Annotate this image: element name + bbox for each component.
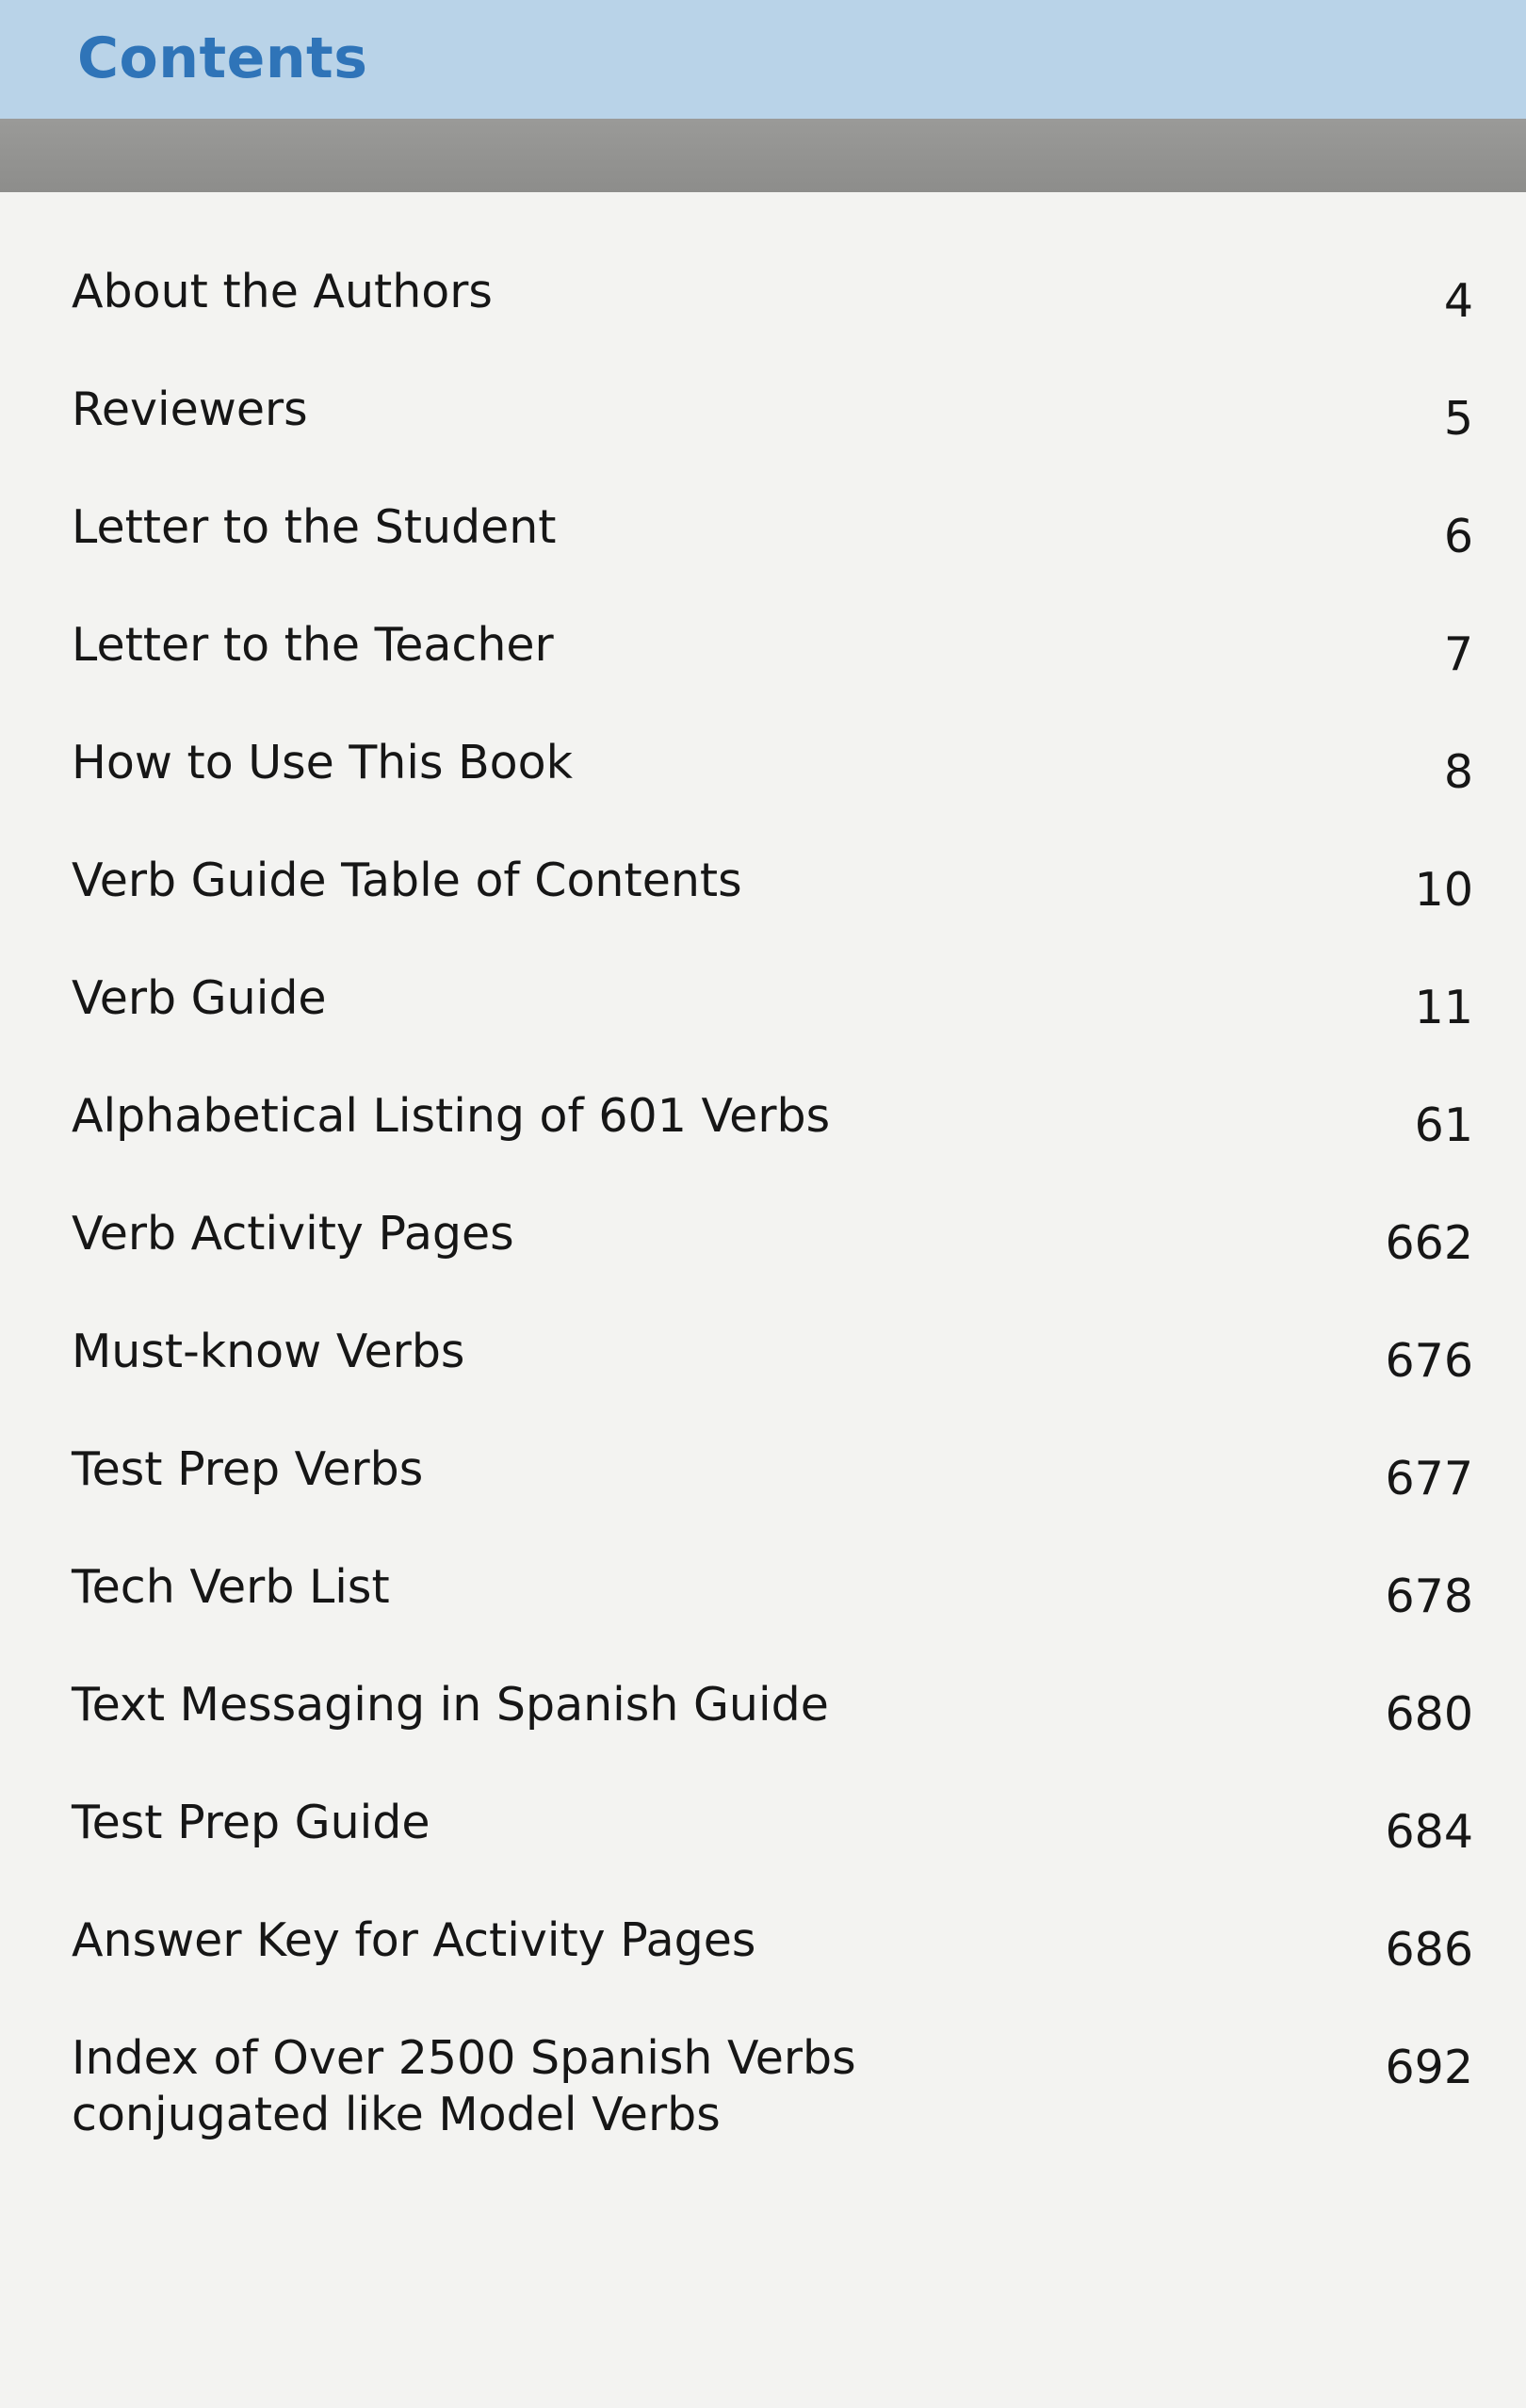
toc-entry-title-line2: conjugated like Model Verbs bbox=[72, 2088, 721, 2141]
toc-entry-title-line1: Index of Over 2500 Spanish Verbs bbox=[72, 2031, 856, 2085]
toc-entry[interactable] bbox=[72, 1912, 1473, 2007]
toc-entry-page: 684 bbox=[1385, 1805, 1473, 1859]
toc-entry-title: Letter to the Student bbox=[72, 500, 557, 554]
toc-entry-title: Tech Verb List bbox=[72, 1560, 390, 1614]
toc-entry[interactable] bbox=[72, 1206, 1473, 1300]
toc-entry[interactable] bbox=[72, 1795, 1473, 1889]
toc-entry-title: Reviewers bbox=[72, 382, 308, 436]
toc-entry[interactable] bbox=[72, 735, 1473, 829]
toc-entry-page: 662 bbox=[1385, 1216, 1473, 1270]
toc-entry[interactable] bbox=[72, 617, 1473, 711]
toc-entry[interactable] bbox=[72, 499, 1473, 594]
toc-entry-title: How to Use This Book bbox=[72, 736, 574, 789]
toc-entry-page: 676 bbox=[1385, 1334, 1473, 1388]
toc-entry-page: 7 bbox=[1443, 627, 1473, 681]
toc-entry-page: 61 bbox=[1414, 1098, 1473, 1152]
toc-entry[interactable] bbox=[72, 1324, 1473, 1418]
toc-entry[interactable] bbox=[72, 382, 1473, 476]
toc-entry[interactable] bbox=[72, 1677, 1473, 1771]
toc-entry-page: 677 bbox=[1385, 1452, 1473, 1505]
toc-entry-title: About the Authors bbox=[72, 265, 493, 318]
toc-entry-title bbox=[72, 2030, 856, 2143]
toc-entry-page: 5 bbox=[1443, 392, 1473, 446]
toc-entry-page: 10 bbox=[1414, 863, 1473, 917]
toc-entry[interactable] bbox=[72, 1088, 1473, 1182]
toc-entry-title: Must-know Verbs bbox=[72, 1325, 465, 1378]
toc-entry-title: Test Prep Guide bbox=[72, 1796, 430, 1849]
toc-entry[interactable] bbox=[72, 970, 1473, 1065]
toc-entry-title: Verb Guide bbox=[72, 971, 327, 1025]
toc-entry[interactable] bbox=[72, 1441, 1473, 1536]
toc-entry-page: 680 bbox=[1385, 1687, 1473, 1741]
toc-entry-title: Answer Key for Activity Pages bbox=[72, 1913, 756, 1967]
toc-entry[interactable] bbox=[72, 264, 1473, 358]
toc-entry-page: 6 bbox=[1443, 510, 1473, 563]
toc-entry-title: Letter to the Teacher bbox=[72, 618, 554, 672]
toc-entry-title: Alphabetical Listing of 601 Verbs bbox=[72, 1089, 831, 1143]
toc-entry-title: Text Messaging in Spanish Guide bbox=[72, 1678, 829, 1732]
toc-entry[interactable] bbox=[72, 1559, 1473, 1653]
toc-entry-page: 11 bbox=[1414, 981, 1473, 1034]
toc-entry-page: 4 bbox=[1443, 274, 1473, 328]
toc-entry-title: Verb Activity Pages bbox=[72, 1207, 514, 1261]
page-title: Contents bbox=[77, 25, 368, 91]
toc-entry[interactable] bbox=[72, 2030, 1473, 2153]
toc-entry-title: Test Prep Verbs bbox=[72, 1442, 424, 1496]
toc-entry[interactable] bbox=[72, 853, 1473, 947]
toc-entry-page: 678 bbox=[1385, 1570, 1473, 1623]
toc-entry-page: 8 bbox=[1443, 745, 1473, 799]
toc-entry-page: 692 bbox=[1385, 2041, 1473, 2094]
toc-entry-page: 686 bbox=[1385, 1923, 1473, 1977]
toc-entry-title: Verb Guide Table of Contents bbox=[72, 854, 742, 907]
